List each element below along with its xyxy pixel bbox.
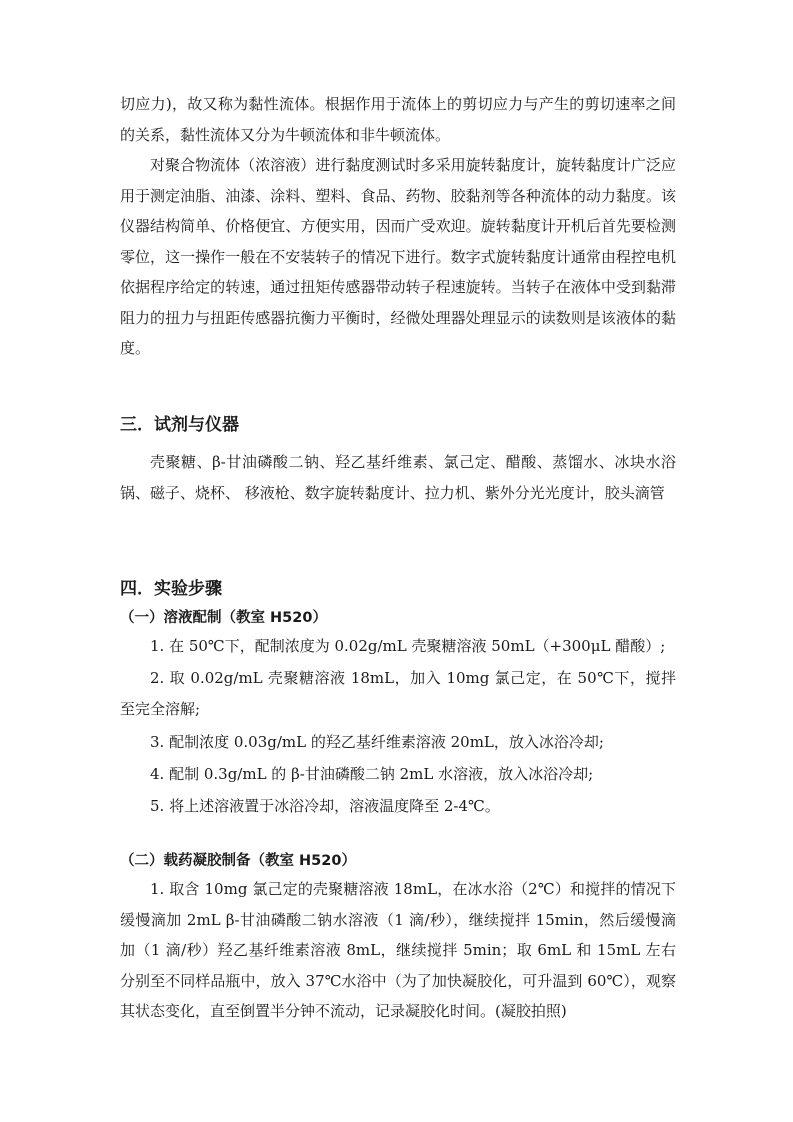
section-3-heading: 三．试剂与仪器: [120, 415, 239, 435]
section-3-text: 壳聚糖、β-甘油磷酸二钠、羟乙基纤维素、氯己定、醋酸、蒸馏水、冰块水浴锅、磁子、烧杯、 移液枪、数字旋转黏度计、拉力机、紫外分光光度计，胶头滴管: [120, 453, 676, 502]
sub1-step-1: 1. 在 50℃下，配制浓度为 0.02g/mL 壳聚糖溶液 50mL（+300μL 醋酸）;: [150, 637, 666, 655]
intro-paragraph-2: 对聚合物流体（浓溶液）进行黏度测试时多采用旋转黏度计，旋转黏度计广泛应用于测定油脂、油漆、涂料、塑料、食品、药物、胶黏剂等各种流体的动力黏度。该仪器结构简单、价格便宜、方便实用，因而广受欢迎。旋转黏度计开机后首先要检测零位，这一操作一般在不安装转子的情况下进行。数字式旋转黏度计通常由程控电机依据程序给定的转速，通过扭矩传感器带动转子程速旋转。当转子在液体中受到黏滞阻力的扭力与扭距传感器抗衡力平衡时，经微处理器处理显示的读数则是该液体的黏度。: [120, 156, 676, 357]
intro-paragraph-1: 切应力)，故又称为黏性流体。根据作用于流体上的剪切应力与产生的剪切速率之间的关系，黏性流体又分为牛顿流体和非牛顿流体。: [120, 95, 676, 144]
sub1-step-3: 3. 配制浓度 0.03g/mL 的羟乙基纤维素溶液 20mL，放入冰浴冷却;: [150, 733, 604, 751]
sub2-step-1: 1. 取含 10mg 氯己定的壳聚糖溶液 18mL，在冰水浴（2℃）和搅拌的情况下缓慢滴加 2mL β-甘油磷酸二钠水溶液（1 滴/秒），继续搅拌 15min，然后缓慢滴加（1 滴/秒）羟乙基纤维素溶液 8mL，继续搅拌 5min；取 6mL 和 15mL 左右分别至不同样品瓶中，放入 37℃水浴中（为了加快凝胶化，可升温到 60℃），观察其状态变化，直至倒置半分钟不流动，记录凝胶化时间。(凝胶拍照): [120, 880, 676, 1020]
section-4-heading: 四．实验步骤: [120, 579, 222, 599]
subsection-2-heading: （二）载药凝胶制备（教室 H520）: [120, 853, 356, 869]
sub1-step-2: 2. 取 0.02g/mL 壳聚糖溶液 18mL，加入 10mg 氯己定，在 50℃下，搅拌至完全溶解;: [120, 669, 676, 718]
sub1-step-4: 4. 配制 0.3g/mL 的 β-甘油磷酸二钠 2mL 水溶液，放入冰浴冷却;: [150, 765, 594, 783]
sub1-step-5: 5. 将上述溶液置于冰浴冷却，溶液温度降至 2-4℃。: [150, 797, 500, 815]
subsection-1-heading: （一）溶液配制（教室 H520）: [120, 610, 327, 626]
